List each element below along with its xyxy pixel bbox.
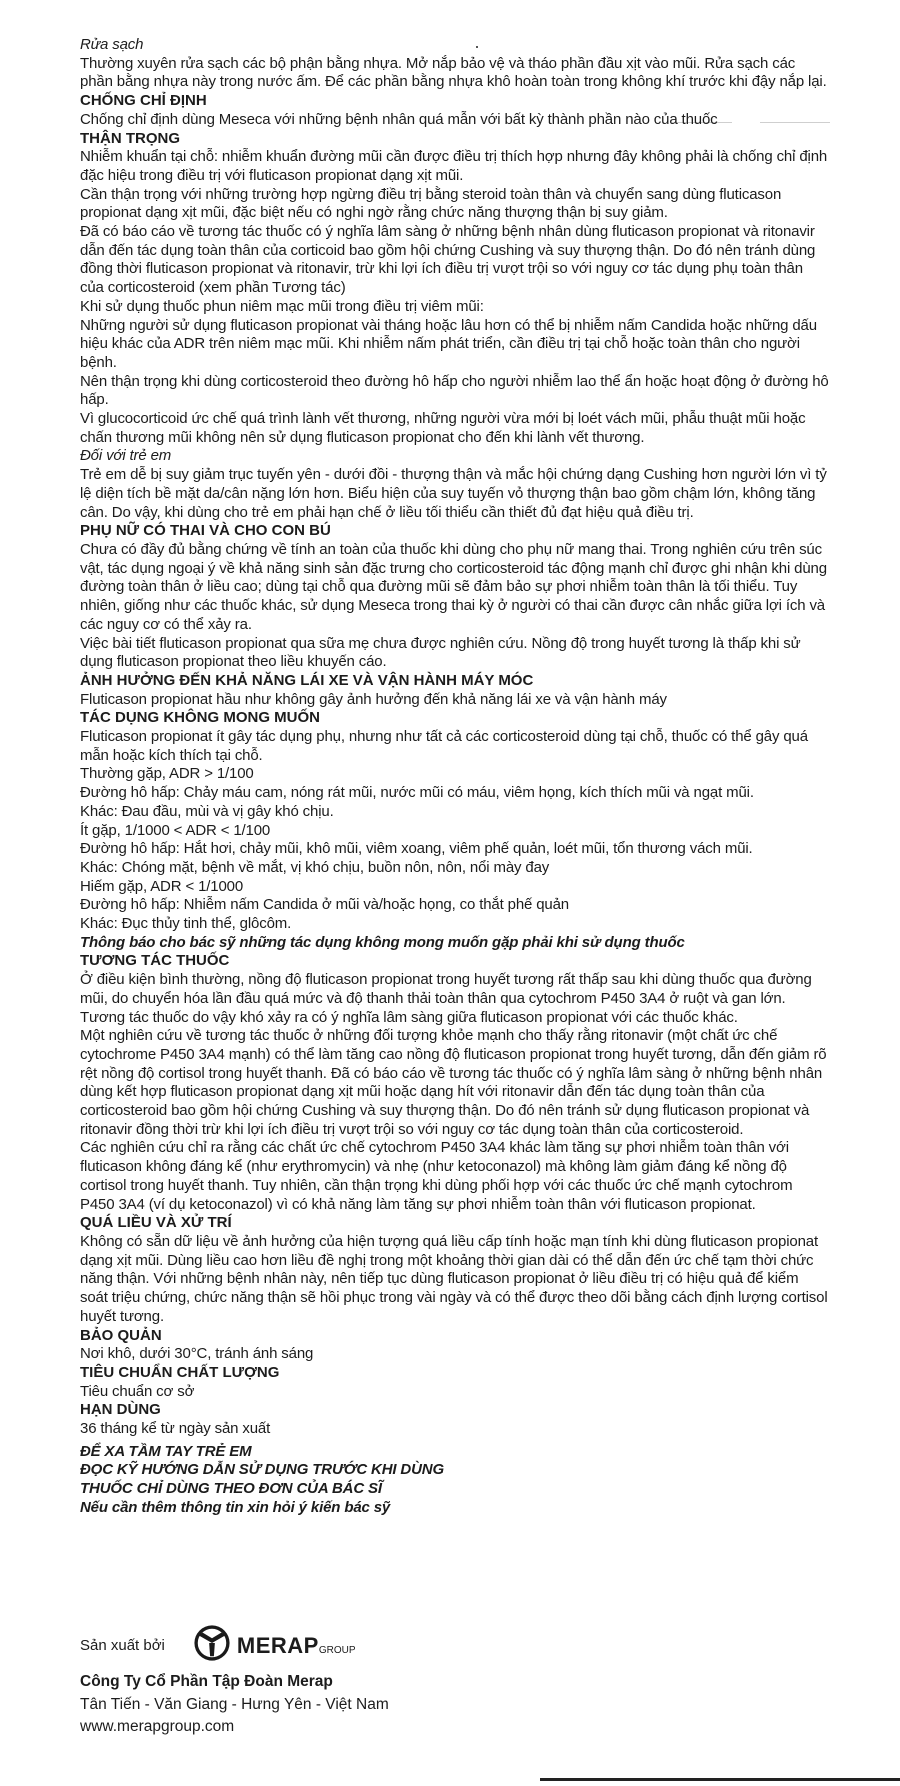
paragraph: Khác: Đau đầu, mùi và vị gây khó chịu. xyxy=(80,802,334,820)
paragraph: Vì glucocorticoid ức chế quá trình lành vết thương, những người vừa mới bị loét vách mũi, phẫu thuật mũi hoặc chấn thương mũi không nên sử dụng fluticason propionat cho đến khi lành vết thương. xyxy=(80,410,806,446)
logo-suffix: GROUP xyxy=(318,1644,356,1656)
paragraph: Các nghiên cứu chỉ ra rằng các chất ức chế cytochrom P450 3A4 khác làm tăng sự phơi nhiễm toàn thân với fluticason không đáng kể (như erythromycin) và nhẹ (như ketoconazol) mà không làm giảm đáng kể nồng độ cortisol trong huyết thanh. Tuy nhiên, cần thận trọng khi dùng phối hợp với các thuốc ức chế mạnh cytochrom P450 3A4 (ví dụ ketoconazol) vì có khả năng làm tăng sự phơi nhiễm toàn thân với fluticason propionat. xyxy=(80,1139,793,1213)
paragraph: 36 tháng kể từ ngày sản xuất xyxy=(80,1420,271,1438)
paragraph: Đường hô hấp: Hắt hơi, chảy mũi, khô mũi, viêm xoang, viêm phế quản, loét mũi, tổn thương vách mũi. xyxy=(80,840,753,858)
company-name: Công Ty Cổ Phần Tập Đoàn Merap xyxy=(80,1673,333,1690)
section-heading: QUÁ LIỀU VÀ XỬ TRÍ xyxy=(80,1214,232,1232)
paragraph: Tiêu chuẩn cơ sở xyxy=(80,1382,195,1400)
merap-logo-icon xyxy=(165,1624,231,1667)
paragraph: Hiếm gặp, ADR < 1/1000 xyxy=(80,877,244,895)
company-address: Tân Tiến - Văn Giang - Hưng Yên - Việt Nam xyxy=(80,1695,389,1713)
merap-logo-text: MERAPGROUP xyxy=(236,1632,356,1658)
paragraph: Đường hô hấp: Chảy máu cam, nóng rát mũi, nước mũi có máu, viêm họng, kích thích mũi và ngạt mũi. xyxy=(80,784,754,802)
section-heading: TIÊU CHUẨN CHẤT LƯỢNG xyxy=(80,1363,280,1381)
warning-line: THUỐC CHỈ DÙNG THEO ĐƠN CỦA BÁC SĨ xyxy=(80,1480,382,1498)
paragraph: Thường xuyên rửa sạch các bộ phận bằng nhựa. Mở nắp bảo vệ và tháo phần đầu xịt vào mũi. Rửa sạch các phần bằng nhựa này trong nước ấm. Để các phần bằng nhựa khô hoàn toàn trong không khí trước khi đậy nắp lại. xyxy=(80,54,827,91)
warnings-block xyxy=(80,1443,830,1518)
paragraph: Một nghiên cứu về tương tác thuốc ở những đối tượng khỏe mạnh cho thấy rằng ritonavir (một chất ức chế cytochrome P450 3A4 mạnh) có thể làm tăng cao nồng độ fluticason propionat trong huyết tương, dẫn đến giảm rõ rệt nồng độ cortisol trong huyết thanh. Đã có báo cáo về tương tác thuốc có ý nghĩa lâm sàng ở những bệnh nhân dùng kết hợp fluticason propionat dạng xịt mũi hoặc dạng hít với ritonavir dẫn đến tác dụng toàn thân của corticosteroid bao gồm hội chứng Cushing và suy thượng thận. Do đó nên tránh sử dụng fluticason propionat và ritonavir đồng thời trừ khi lợi ích điều trị vượt trội so với nguy cơ tác dụng toàn thân của corticosteroid. xyxy=(80,1027,827,1138)
paragraph: Đã có báo cáo về tương tác thuốc có ý nghĩa lâm sàng ở những bệnh nhân dùng fluticason propionat và ritonavir dẫn đến tác dụng toàn thân của corticoid bao gồm hội chứng Cushing và suy thượng thận. Do đó nên tránh dùng đồng thời fluticason propionat và ritonavir, trừ khi lợi ích điều trị vượt trội so với nguy cơ tác dụng phụ toàn thân của corticosteroid (xem phần Tương tác) xyxy=(80,223,816,297)
section-heading: THẬN TRỌNG xyxy=(80,129,180,147)
warning-line: ĐỂ XA TẦM TAY TRẺ EM xyxy=(80,1442,252,1460)
company-website: www.merapgroup.com xyxy=(80,1718,235,1735)
section-heading: CHỐNG CHỈ ĐỊNH xyxy=(80,92,207,110)
section-heading: TƯƠNG TÁC THUỐC xyxy=(80,952,230,970)
subheading: Rửa sạch xyxy=(80,36,144,53)
paragraph: Chống chỉ định dùng Meseca với những bệnh nhân quá mẫn với bất kỳ thành phần nào của thuốc xyxy=(80,110,718,128)
leaflet-sections xyxy=(80,36,830,1439)
subheading: Đối với trẻ em xyxy=(80,447,172,465)
subheading: Thông báo cho bác sỹ những tác dụng không mong muốn gặp phải khi sử dụng thuốc xyxy=(80,933,685,951)
warning-line: Nếu cần thêm thông tin xin hỏi ý kiến bác sỹ xyxy=(80,1498,391,1516)
producer-label: Sản xuất bởi xyxy=(80,1637,165,1654)
paragraph: Không có sẵn dữ liệu về ảnh hưởng của hiện tượng quá liều cấp tính hoặc mạn tính khi dùng fluticason propionat dạng xịt mũi. Dùng liều cao hơn liều đề nghị trong một khoảng thời gian dài có thể dẫn đến ức chế tạm thời chức năng thận. Với những bệnh nhân này, nên tiếp tục dùng fluticason propionat ở liều điều trị có hiệu quả để kiểm soát triệu chứng, chức năng thận sẽ hồi phục trong vài ngày và có thể được theo dõi bằng cách định lượng cortisol huyết tương. xyxy=(80,1233,828,1325)
paragraph: Nhiễm khuẩn tại chỗ: nhiễm khuẩn đường mũi cần được điều trị thích hợp nhưng đây không phải là chống chỉ định đặc hiệu trong điều trị với fluticason propionat dạng xịt mũi. xyxy=(80,148,828,184)
paragraph: Ít gặp, 1/1000 < ADR < 1/100 xyxy=(80,821,271,839)
paragraph: Ở điều kiện bình thường, nồng độ fluticason propionat trong huyết tương rất thấp sau khi dùng thuốc qua đường mũi, do chuyển hóa lần đầu quá mức và độ thanh thải toàn thân qua cytochrom P450 3A4 ở ruột và gan lớn. Tương tác thuốc do vậy khó xảy ra có ý nghĩa lâm sàng giữa fluticason propionat với các thuốc khác. xyxy=(80,971,812,1026)
paragraph: Nơi khô, dưới 30°C, tránh ánh sáng xyxy=(80,1345,314,1363)
producer-block xyxy=(80,1624,480,1667)
paragraph: Đường hô hấp: Nhiễm nấm Candida ở mũi và/hoặc họng, co thắt phế quản xyxy=(80,896,569,914)
paragraph: Khi sử dụng thuốc phun niêm mạc mũi trong điều trị viêm mũi: xyxy=(80,297,484,315)
paragraph: Cần thận trọng với những trường hợp ngừng điều trị bằng steroid toàn thân và chuyển sang dùng fluticason propionat dạng xịt mũi, đặc biệt nếu có nghi ngờ rằng chức năng thượng thận bị suy giảm. xyxy=(80,185,782,222)
paragraph: Khác: Chóng mặt, bệnh về mắt, vị khó chịu, buồn nôn, nôn, nổi mày đay xyxy=(80,858,550,876)
leaflet-body xyxy=(80,36,830,1518)
paragraph: Những người sử dụng fluticason propionat vài tháng hoặc lâu hơn có thể bị nhiễm nấm Candida hoặc những dấu hiệu khác của ADR trên niêm mạc mũi. Khi nhiễm nấm phát triển, cần điều trị tại chỗ hoặc toàn thân cho người bệnh. xyxy=(80,316,817,371)
bottom-rule xyxy=(540,1778,900,1781)
company-info xyxy=(80,1671,580,1739)
paragraph: Fluticason propionat ít gây tác dụng phụ, nhưng như tất cả các corticosteroid dùng tại chỗ, thuốc có thể gây quá mẫn hoặc kích thích tại chỗ. xyxy=(80,728,808,764)
paragraph: Việc bài tiết fluticason propionat qua sữa mẹ chưa được nghiên cứu. Nồng độ trong huyết tương là thấp khi sử dụng fluticason propionat theo liều khuyến cáo. xyxy=(80,634,801,671)
paragraph: Fluticason propionat hầu như không gây ảnh hưởng đến khả năng lái xe và vận hành máy xyxy=(80,690,667,708)
paragraph: Khác: Đục thủy tinh thể, glôcôm. xyxy=(80,915,292,933)
section-heading: PHỤ NỮ CÓ THAI VÀ CHO CON BÚ xyxy=(80,522,331,540)
section-heading: HẠN DÙNG xyxy=(80,1401,161,1419)
paragraph: Thường gặp, ADR > 1/100 xyxy=(80,765,254,783)
warning-line: ĐỌC KỸ HƯỚNG DẪN SỬ DỤNG TRƯỚC KHI DÙNG xyxy=(80,1461,444,1479)
paragraph: Nên thận trọng khi dùng corticosteroid theo đường hô hấp cho người nhiễm lao thể ẩn hoặc hoạt động ở đường hô hấp. xyxy=(80,372,829,409)
section-heading: ẢNH HƯỞNG ĐẾN KHẢ NĂNG LÁI XE VÀ VẬN HÀNH MÁY MÓC xyxy=(80,671,534,689)
paragraph: Trẻ em dễ bị suy giảm trục tuyến yên - dưới đồi - thượng thận và mắc hội chứng dạng Cushing hơn người lớn vì tỷ lệ diện tích bề mặt da/cân nặng lớn hơn. Biểu hiện của suy tuyến vỏ thượng thận bao gồm chậm lớn, không tăng cân. Do vậy, khi dùng cho trẻ em phải hạn chế ở liều tối thiểu cần thiết đủ đạt hiệu quả điều trị. xyxy=(80,466,827,521)
section-heading: BẢO QUẢN xyxy=(80,1326,162,1344)
section-heading: TÁC DỤNG KHÔNG MONG MUỐN xyxy=(80,709,320,727)
paragraph: Chưa có đầy đủ bằng chứng về tính an toàn của thuốc khi dùng cho phụ nữ mang thai. Trong nghiên cứu trên súc vật, tác dụng ngoại ý về khả năng sinh sản đặc trưng cho corticosteroid tác động mạnh chỉ được ghi nhận khi dùng đường toàn thân ở liều cao; dùng tại chỗ qua đường mũi sẽ đảm bảo sự phơi nhiễm toàn thân là tối thiểu. Tuy nhiên, giống như các thuốc khác, sử dụng Meseca trong thai kỳ ở người có thai cần được cân nhắc giữa lợi ích và các nguy cơ có thể xảy ra. xyxy=(80,540,827,633)
